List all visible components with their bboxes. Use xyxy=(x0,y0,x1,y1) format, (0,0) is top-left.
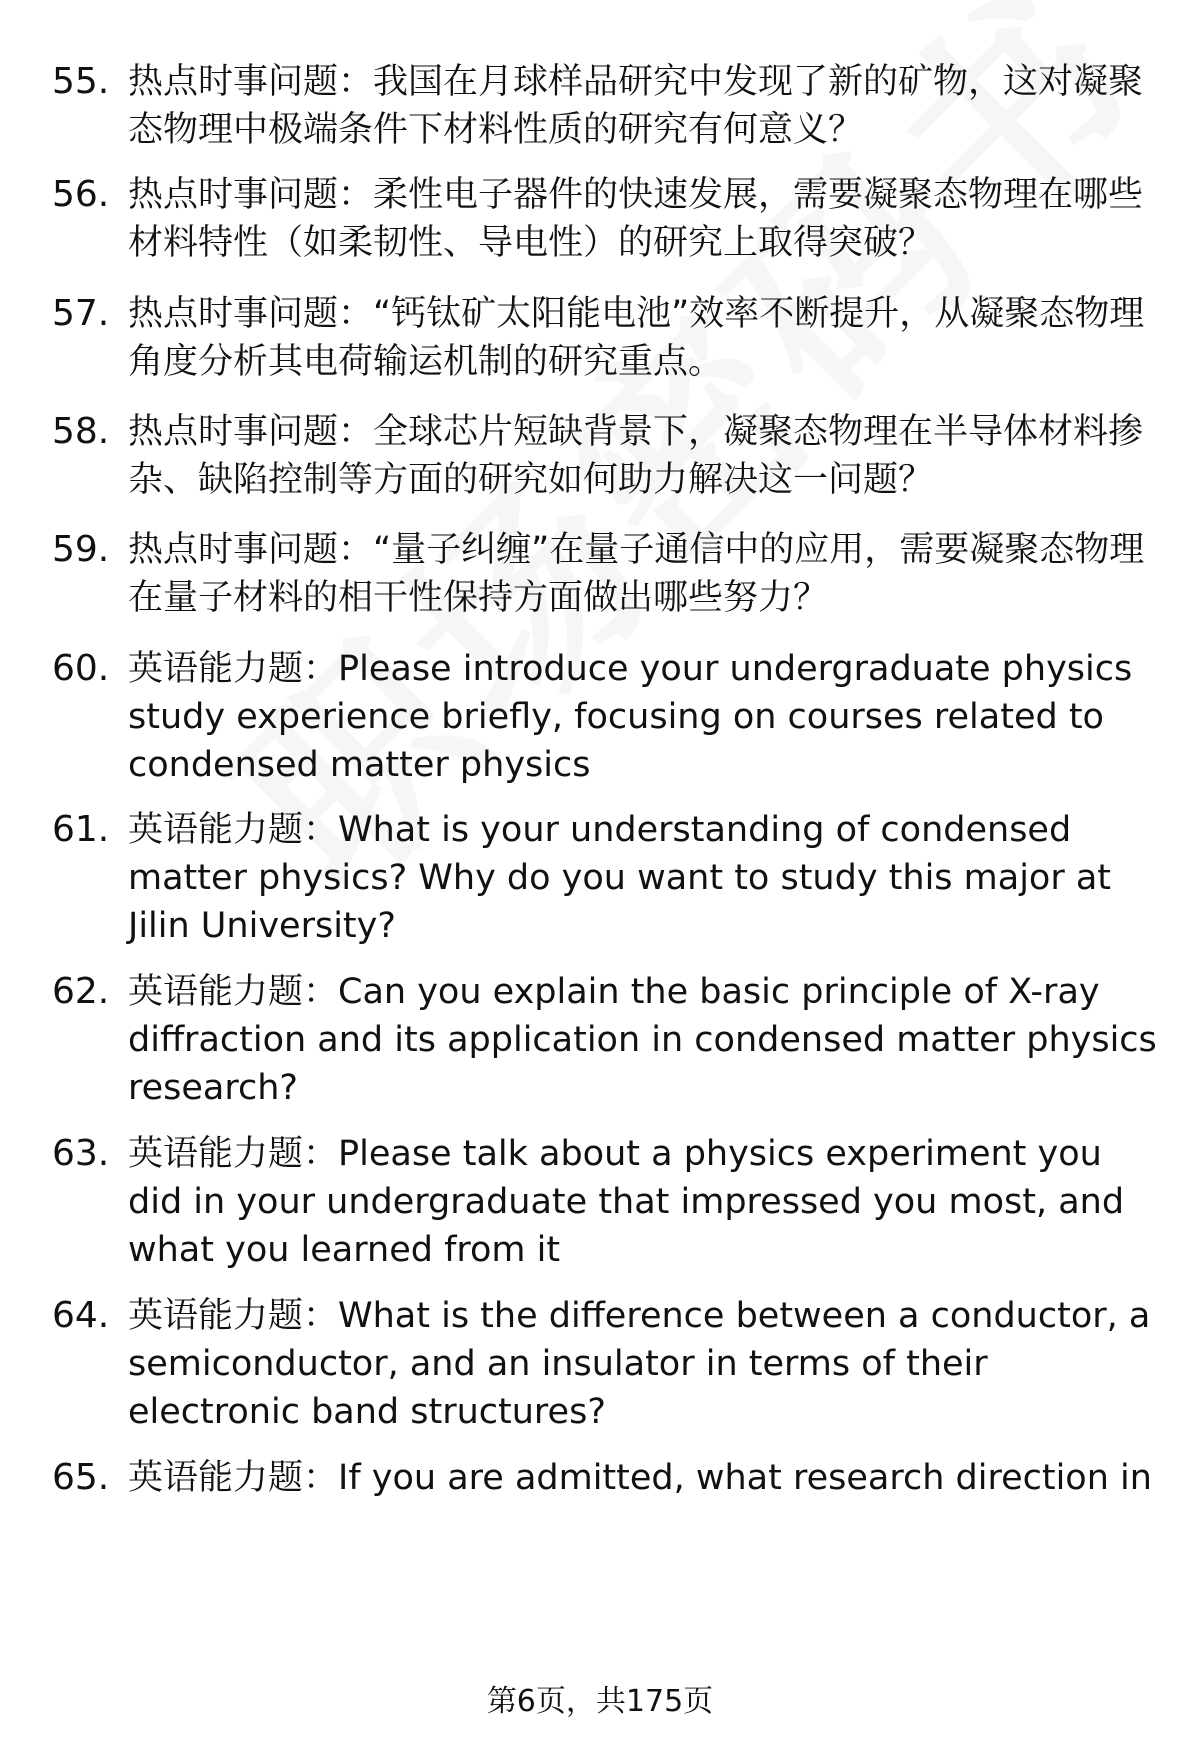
question-category: 热点时事问题： xyxy=(128,530,374,570)
question-text: 全球芯片短缺背景下，凝聚态物理在半导体材料掺杂、缺陷控制等方面的研究如何助力解决这一问题？ xyxy=(128,412,1144,500)
question-body xyxy=(128,645,1158,789)
question-number: 61. xyxy=(52,809,110,850)
question-text: If you are admitted, what research direction in xyxy=(338,1458,1152,1498)
question-body xyxy=(128,968,1158,1112)
question-category: 热点时事问题： xyxy=(128,294,374,334)
question-category: 英语能力题： xyxy=(128,1296,339,1336)
question-category: 热点时事问题： xyxy=(128,175,374,215)
question-number: 64. xyxy=(52,1295,110,1336)
question-number: 57. xyxy=(52,293,110,334)
question-category: 英语能力题： xyxy=(128,649,339,689)
question-category: 热点时事问题： xyxy=(128,412,374,452)
question-body xyxy=(128,526,1158,622)
question-number: 59. xyxy=(52,529,110,570)
question-body xyxy=(128,1454,1158,1502)
question-text: 我国在月球样品研究中发现了新的矿物，这对凝聚态物理中极端条件下材料性质的研究有何意义？ xyxy=(128,62,1144,150)
question-body xyxy=(128,171,1158,267)
question-text: What is the difference between a conductor, a semiconductor, and an insulator in terms of their electronic band structures? xyxy=(128,1296,1151,1432)
question-body xyxy=(128,58,1158,154)
question-text: “钙钛矿太阳能电池”效率不断提升，从凝聚态物理角度分析其电荷输运机制的研究重点。 xyxy=(128,294,1145,382)
question-category: 英语能力题： xyxy=(128,1134,339,1174)
question-number: 58. xyxy=(52,411,110,452)
question-text: “量子纠缠”在量子通信中的应用，需要凝聚态物理在量子材料的相干性保持方面做出哪些努力？ xyxy=(128,530,1145,618)
question-text: Please introduce your undergraduate physics study experience briefly, focusing on courses related to condensed matter physics xyxy=(128,649,1133,785)
question-body xyxy=(128,408,1158,504)
question-text: What is your understanding of condensed matter physics? Why do you want to study this major at Jilin University? xyxy=(128,810,1112,946)
question-category: 英语能力题： xyxy=(128,1458,339,1498)
question-category: 英语能力题： xyxy=(128,810,339,850)
question-number: 65. xyxy=(52,1457,110,1498)
question-body xyxy=(128,290,1158,386)
question-number: 60. xyxy=(52,648,110,689)
question-number: 56. xyxy=(52,174,110,215)
question-number: 63. xyxy=(52,1133,110,1174)
question-text: 柔性电子器件的快速发展，需要凝聚态物理在哪些材料特性（如柔韧性、导电性）的研究上取得突破？ xyxy=(128,175,1144,263)
question-body xyxy=(128,1130,1158,1274)
question-number: 62. xyxy=(52,971,110,1012)
question-category: 英语能力题： xyxy=(128,972,339,1012)
question-category: 热点时事问题： xyxy=(128,62,374,102)
question-text: Can you explain the basic principle of X-ray diffraction and its application in condensed matter physics research? xyxy=(128,972,1157,1108)
question-body xyxy=(128,806,1158,950)
question-text: Please talk about a physics experiment you did in your undergraduate that impressed you most, and what you learned from it xyxy=(128,1134,1125,1270)
page-number-footer: 第6页，共175页 xyxy=(486,1684,714,1719)
question-body xyxy=(128,1292,1158,1436)
question-number: 55. xyxy=(52,61,110,102)
